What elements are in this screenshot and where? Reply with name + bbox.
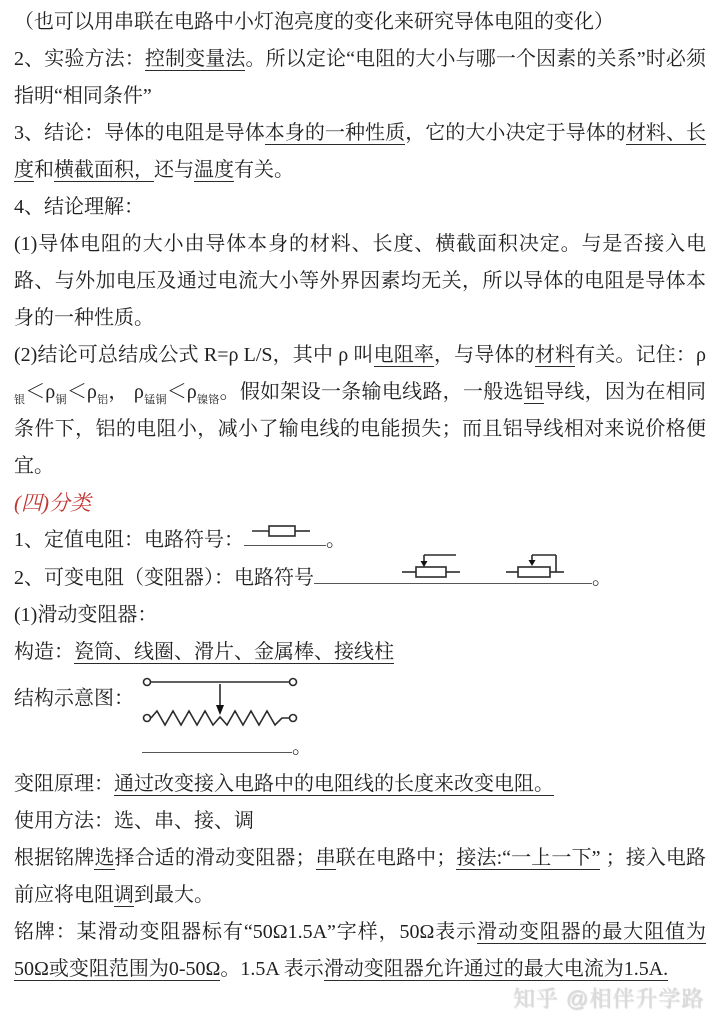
paragraph xyxy=(14,115,706,189)
underlined-text: 选 xyxy=(94,847,115,869)
text-run: ＜ρ xyxy=(66,381,97,403)
text-run: 2、实验方法： xyxy=(14,48,145,70)
variable-resistor-label: 2、可变电阻（变阻器）：电路符号 xyxy=(14,567,314,589)
fixed-resistor-row xyxy=(14,522,706,559)
subscript-text: 银 xyxy=(14,394,26,406)
underlined-text: 通过改变接入电路中的电阻线的长度来改变电阻。 xyxy=(114,773,554,795)
text-run: 。1.5A 表示 xyxy=(220,958,324,980)
structure-diagram-label: 结构示意图： xyxy=(14,687,134,710)
rheostat-tapped-icon xyxy=(506,548,566,580)
section-heading xyxy=(14,485,706,522)
underlined-text: 滑动变阻器的最大阻值为50Ω或变阻范围为0-50Ω xyxy=(14,921,706,980)
paragraph xyxy=(14,803,706,840)
text-run: （也可以用串联在电路中小灯泡亮度的变化来研究导体电阻的变化） xyxy=(14,11,614,33)
text-run: (1)滑动变阻器： xyxy=(14,604,158,626)
text-run: (四)分类 xyxy=(14,491,91,515)
text-run: 4、结论理解： xyxy=(14,196,144,218)
text-run: 3、结论：导体的电阻是导体 xyxy=(14,122,265,144)
section-mid xyxy=(14,597,706,671)
paragraph xyxy=(14,41,706,115)
paragraph xyxy=(14,226,706,337)
text-run: 还与 xyxy=(154,159,194,181)
text-run: (2)结论可总结成公式 R=ρ L/S，其中 ρ 叫 xyxy=(14,344,374,366)
text-run: 到最大。 xyxy=(134,884,214,906)
text-run: ；接入电路前应将电阻 xyxy=(14,847,707,906)
rheostat-slider-icon xyxy=(402,548,462,580)
underlined-text: 串 xyxy=(315,847,336,869)
section-bottom xyxy=(14,766,706,988)
underlined-text: 瓷筒、线圈、滑片、金属棒、接线柱 xyxy=(74,641,394,663)
text-run: 。假如架设一条输电线路，一般选 xyxy=(219,381,524,403)
text-run: ＜ρ xyxy=(25,381,56,403)
text-run: 有关。记住：ρ xyxy=(575,344,707,366)
paragraph xyxy=(14,840,706,914)
underlined-text: 温度 xyxy=(194,159,234,181)
text-run: ，与导体的 xyxy=(434,344,535,366)
underlined-text: 材料、长度 xyxy=(14,122,707,181)
text-run: 导线，因为在相同条件下，铝的电阻小，减小了输电线的电能损失；而且铝导线相对来说价格便宜。 xyxy=(14,381,707,477)
text-run: 铭牌：某滑动变阻器标有“50Ω1.5A”字样，50Ω表示 xyxy=(14,921,478,943)
period-text: 。 xyxy=(592,567,612,589)
text-run: ，它的大小决定于导体的 xyxy=(405,122,626,144)
subscript-text: 镍铬 xyxy=(196,394,220,406)
text-run: (1)导体电阻的大小由导体本身的材料、长度、横截面积决定。与是否接入电路、与外加电压及通过电流大小等外界因素均无关，所以导体的电阻是导体本身的一种性质。 xyxy=(14,233,706,329)
paragraph xyxy=(14,4,706,41)
paragraph xyxy=(14,634,706,671)
text-run: 构造： xyxy=(14,641,74,663)
subscript-text: 铝 xyxy=(96,394,109,406)
text-run: ， ρ xyxy=(108,381,144,403)
text-run: 。所以定论“电阻的大小与哪一个因素的关系”时必须指明“相同条件” xyxy=(14,48,707,107)
underlined-text: 铝 xyxy=(523,381,545,403)
fixed-resistor-icon xyxy=(252,523,310,539)
paragraph xyxy=(14,597,706,634)
underlined-text: 材料 xyxy=(534,344,576,366)
text-run: ＜ρ xyxy=(166,381,197,403)
diagram-blank-row xyxy=(14,729,706,766)
underlined-text: 本身的一种性质 xyxy=(264,122,406,144)
text-run: 使用方法：选、串、接、调 xyxy=(14,810,254,832)
text-run: 择合适的滑动变阻器； xyxy=(114,847,316,869)
text-run: 变阻原理： xyxy=(14,773,114,795)
answer-blank-line xyxy=(314,559,592,584)
underlined-text: 横截面积， xyxy=(54,159,154,181)
paragraph xyxy=(14,914,706,988)
period-text: 。 xyxy=(326,529,346,551)
paragraph xyxy=(14,189,706,226)
text-run: 有关。 xyxy=(234,159,294,181)
text-run: 和 xyxy=(34,159,54,181)
paragraph xyxy=(14,337,706,485)
subscript-text: 铜 xyxy=(55,394,67,406)
underlined-text: 滑动变阻器允许通过的最大电流为1.5A. xyxy=(323,958,669,980)
period-text: 。 xyxy=(292,736,312,758)
structure-diagram-row xyxy=(14,671,706,729)
text-run: 联在电路中； xyxy=(335,847,457,869)
underlined-text: 接法:“一上一下” xyxy=(456,847,601,869)
paragraph xyxy=(14,766,706,803)
underlined-text: 电阻率 xyxy=(373,344,435,366)
answer-blank-line xyxy=(244,523,326,546)
underlined-text: 调 xyxy=(114,884,134,906)
underlined-text: 控制变量法 xyxy=(144,48,246,70)
text-run: 根据铭牌 xyxy=(14,847,95,869)
watermark: 知乎 @相伴升学路 xyxy=(512,986,704,1011)
slide-rheostat-structure-diagram-icon xyxy=(140,671,304,729)
variable-resistor-row xyxy=(14,559,706,597)
fixed-resistor-label: 1、定值电阻：电路符号： xyxy=(14,529,244,551)
answer-blank-line xyxy=(142,734,292,753)
subscript-text: 锰铜 xyxy=(143,394,167,406)
section-top xyxy=(14,4,706,522)
